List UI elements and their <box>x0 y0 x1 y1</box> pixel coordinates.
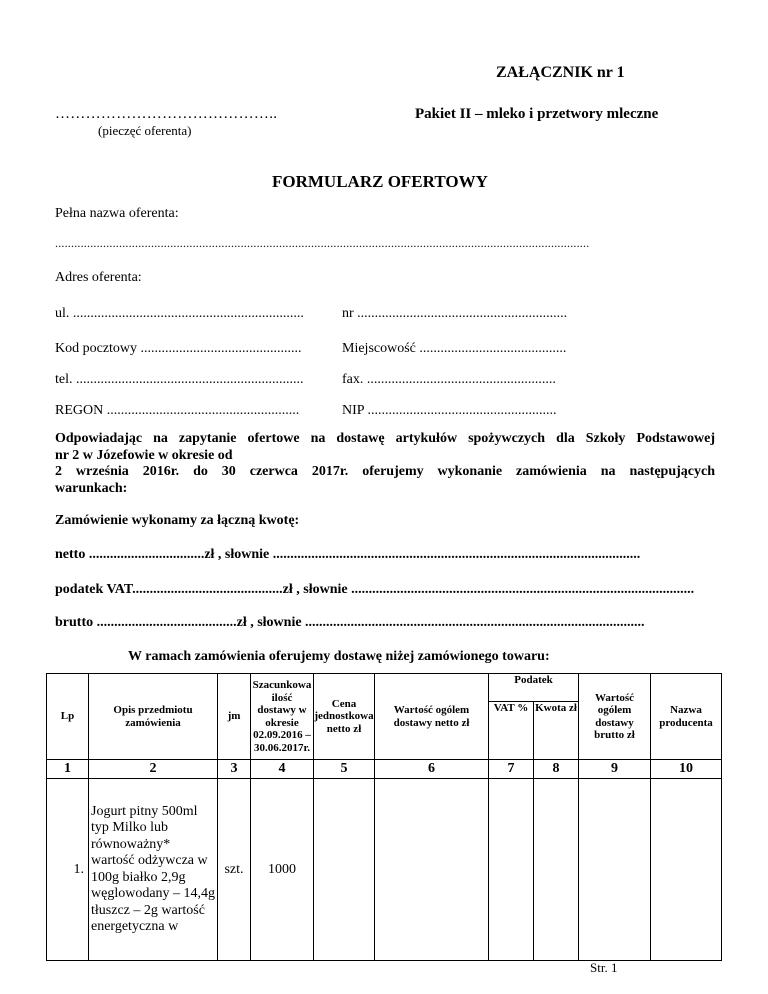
regon-field[interactable]: REGON ....................................................... <box>55 403 300 418</box>
phone-field[interactable]: tel. ................................................................. <box>55 372 304 387</box>
header-producer: Nazwa producenta <box>651 674 722 760</box>
col-number: 10 <box>651 760 722 779</box>
col-number: 6 <box>375 760 489 779</box>
offer-intro: W ramach zamówienia oferujemy dostawę niżej zamówionego towaru: <box>128 649 550 664</box>
phone-row <box>55 372 715 392</box>
street-row <box>55 306 715 326</box>
offer-table <box>46 673 722 961</box>
header-description: Opis przedmiotu zamówienia <box>89 674 218 760</box>
package-title: Pakiet II – mleko i przetwory mleczne <box>415 106 659 122</box>
header-gross-value: Wartość ogólem dostawy brutto zł <box>579 674 651 760</box>
row-lp: 1. <box>47 779 89 961</box>
seal-caption: (pieczęć oferenta) <box>98 123 192 138</box>
header-tax-amount: Kwota zł <box>534 702 579 760</box>
street-field[interactable]: ul. .................................................................. <box>55 306 304 321</box>
form-title: FORMULARZ OFERTOWY <box>272 172 488 191</box>
full-name-field[interactable]: ....................................................................................................................................................................... <box>55 236 590 250</box>
col-number: 7 <box>489 760 534 779</box>
row-vat-percent[interactable] <box>489 779 534 961</box>
col-number: 3 <box>218 760 251 779</box>
city-field[interactable]: Miejscowość .......................................... <box>342 341 567 356</box>
header-vat-percent: VAT % <box>489 702 534 760</box>
col-number: 9 <box>579 760 651 779</box>
netto-field[interactable]: netto .................................zł , słownie ......................................................................................................... <box>55 547 641 562</box>
intro-paragraph <box>55 431 715 497</box>
full-name-label: Pełna nazwa oferenta: <box>55 206 179 221</box>
row-tax-amount[interactable] <box>534 779 579 961</box>
header-lp: Lp <box>47 674 89 760</box>
header-unit: jm <box>218 674 251 760</box>
col-number: 8 <box>534 760 579 779</box>
vat-field[interactable]: podatek VAT...........................................zł , słownie .................................................................................................. <box>55 582 695 597</box>
brutto-field[interactable]: brutto ........................................zł , słownie ................................................................................................. <box>55 615 645 630</box>
attachment-label: ZAŁĄCZNIK nr 1 <box>496 64 625 81</box>
table-row <box>47 779 722 961</box>
page-number: Str. 1 <box>590 960 618 975</box>
postcode-field[interactable]: Kod pocztowy .............................................. <box>55 341 302 356</box>
row-unit-price[interactable] <box>314 779 375 961</box>
total-heading: Zamówienie wykonamy za łączną kwotę: <box>55 513 300 528</box>
row-gross-value[interactable] <box>579 779 651 961</box>
col-number: 5 <box>314 760 375 779</box>
row-unit: szt. <box>218 779 251 961</box>
fax-field[interactable]: fax. ...................................................... <box>342 372 556 387</box>
address-label: Adres oferenta: <box>55 270 142 285</box>
postcode-row <box>55 341 715 361</box>
row-description: Jogurt pitny 500ml typ Milko lub równoważny* wartość odżywcza w 100g białko 2,9g węglowodany – 14,4g tłuszcz – 2g wartość energetyczna w <box>89 779 218 961</box>
intro-line: Odpowiadając na zapytanie ofertowe na dostawę artykułów spożywczych dla Szkoły Podstawowej <box>55 431 715 446</box>
nip-field[interactable]: NIP ...................................................... <box>342 403 557 418</box>
intro-line: warunkach: <box>55 480 128 496</box>
header-quantity: Szacunkowa ilość dostawy w okresie 02.09.2016 – 30.06.2017r. <box>251 674 314 760</box>
row-producer[interactable] <box>651 779 722 961</box>
header-net-value: Wartość ogólem dostawy netto zł <box>375 674 489 760</box>
intro-line: nr 2 w Józefowie w okresie od <box>55 447 233 463</box>
header-unit-price: Cena jednostkowa netto zł <box>314 674 375 760</box>
row-net-value[interactable] <box>375 779 489 961</box>
row-quantity: 1000 <box>251 779 314 961</box>
col-number: 4 <box>251 760 314 779</box>
house-number-field[interactable]: nr ............................................................ <box>342 306 568 321</box>
intro-line: 2 września 2016r. do 30 czerwca 2017r. oferujemy wykonanie zamówienia na następujących <box>55 464 715 479</box>
seal-placeholder-dots: …………………………………….. <box>55 106 278 122</box>
regon-row <box>55 403 715 423</box>
col-number: 1 <box>47 760 89 779</box>
col-number: 2 <box>89 760 218 779</box>
header-tax: Podatek <box>489 674 579 702</box>
